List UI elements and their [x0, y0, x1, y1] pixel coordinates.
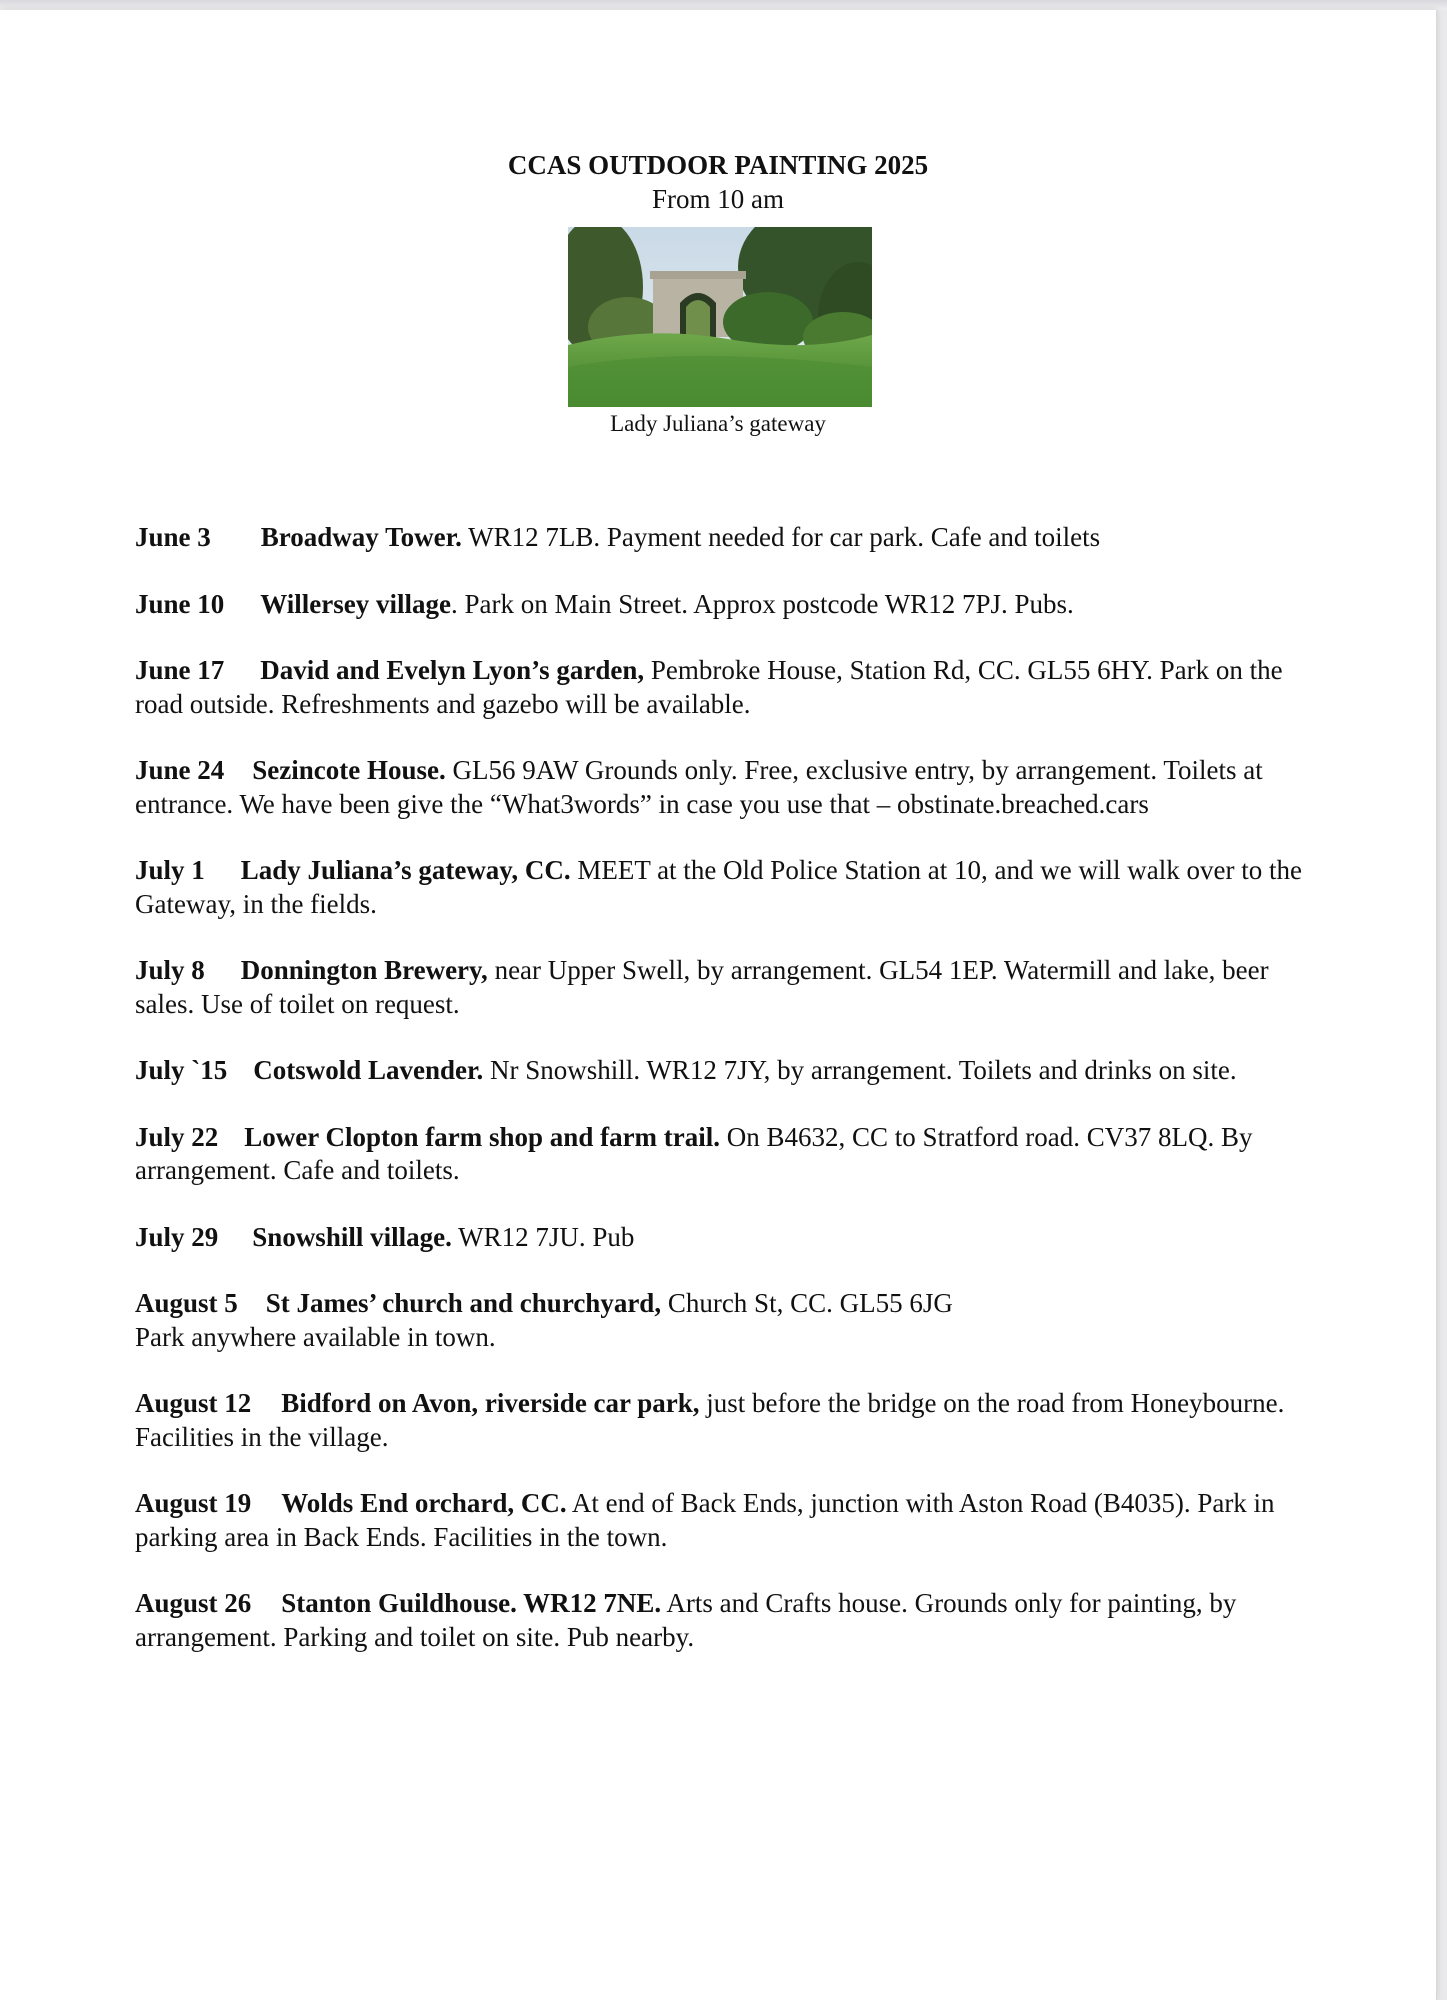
- event-place: Lady Juliana’s gateway, CC.: [240, 855, 571, 885]
- event-date: August 5: [135, 1288, 238, 1318]
- event-date: June 10: [135, 588, 225, 619]
- event-details: near Upper Swell, by arrangement. GL54 1EP. Watermill and lake, beer sales. Use of toilet on request.: [135, 955, 1269, 1019]
- event-details: Church St, CC. GL55 6JG: [667, 1288, 953, 1318]
- event-entry: [135, 1487, 1305, 1554]
- event-place: Broadway Tower.: [260, 522, 462, 552]
- event-place: Stanton Guildhouse. WR12 7NE.: [281, 1588, 662, 1618]
- event-details: WR12 7LB. Payment needed for car park. Cafe and toilets: [468, 522, 1101, 552]
- window-top-edge: [0, 0, 1447, 10]
- event-entry: [135, 521, 1305, 555]
- event-details: WR12 7JU. Pub: [458, 1221, 635, 1252]
- event-place: David and Evelyn Lyon’s garden,: [260, 655, 645, 685]
- event-details: just before the bridge on the road from Honeybourne. Facilities in the village.: [135, 1388, 1285, 1452]
- event-details: . Park on Main Street. Approx postcode WR12 7PJ. Pubs.: [451, 588, 1074, 619]
- event-place: Wolds End orchard, CC.: [281, 1488, 567, 1518]
- event-list: [135, 521, 1305, 1687]
- event-details: GL56 9AW Grounds only. Free, exclusive entry, by arrangement. Toilets at entrance. We have been give the “What3words” in case you use that – obstinate.breached.cars: [135, 755, 1263, 819]
- event-place: Cotswold Lavender.: [253, 1055, 484, 1085]
- event-date: August 19: [135, 1488, 252, 1518]
- event-place: Sezincote House.: [252, 755, 446, 785]
- event-date: August 26: [135, 1588, 252, 1618]
- gateway-photo: [568, 227, 872, 407]
- event-entry: [135, 654, 1305, 721]
- event-date: July 8: [135, 955, 205, 985]
- event-date: July `15: [135, 1055, 228, 1085]
- event-place: Bidford on Avon, riverside car park,: [281, 1388, 700, 1418]
- event-entry: [135, 1121, 1305, 1188]
- event-date: July 1: [135, 855, 205, 885]
- event-entry: [135, 1287, 1305, 1354]
- event-date: June 17: [135, 655, 225, 685]
- event-details: Nr Snowshill. WR12 7JY, by arrangement. Toilets and drinks on site.: [490, 1055, 1237, 1085]
- event-details-line2: Park anywhere available in town.: [135, 1321, 496, 1352]
- event-date: June 3: [135, 522, 211, 552]
- event-place: Donnington Brewery,: [240, 955, 488, 985]
- event-details: On B4632, CC to Stratford road. CV37 8LQ. By arrangement. Cafe and toilets.: [135, 1121, 1253, 1185]
- event-details: Arts and Crafts house. Grounds only for painting, by arrangement. Parking and toilet on site. Pub nearby.: [135, 1588, 1237, 1652]
- event-date: June 24: [135, 755, 225, 785]
- document-subtitle: From 10 am: [652, 184, 784, 214]
- event-entry: [135, 1054, 1305, 1088]
- document-header: [0, 148, 1436, 216]
- event-entry: [135, 588, 1305, 622]
- event-details: MEET at the Old Police Station at 10, and we will walk over to the Gateway, in the fields.: [135, 855, 1302, 919]
- event-place: Snowshill village.: [252, 1221, 452, 1252]
- event-details: Pembroke House, Station Rd, CC. GL55 6HY. Park on the road outside. Refreshments and gazebo will be available.: [135, 655, 1283, 719]
- event-date: July 22: [135, 1121, 219, 1152]
- event-date: August 12: [135, 1388, 252, 1418]
- event-details: At end of Back Ends, junction with Aston Road (B4035). Park in parking area in Back Ends. Facilities in the town.: [135, 1488, 1275, 1552]
- document-page: [0, 10, 1437, 2000]
- event-entry: [135, 954, 1305, 1021]
- event-entry: [135, 1387, 1305, 1454]
- document-title: CCAS OUTDOOR PAINTING 2025: [507, 150, 929, 180]
- event-place: St James’ church and churchyard,: [265, 1288, 662, 1318]
- event-entry: [135, 1587, 1305, 1654]
- event-date: July 29: [135, 1221, 219, 1252]
- event-entry: [135, 754, 1305, 821]
- photo-caption: Lady Juliana’s gateway: [610, 411, 826, 436]
- event-entry: [135, 1221, 1305, 1255]
- event-place: Willersey village: [260, 588, 451, 619]
- event-entry: [135, 854, 1305, 921]
- event-place: Lower Clopton farm shop and farm trail.: [244, 1121, 721, 1152]
